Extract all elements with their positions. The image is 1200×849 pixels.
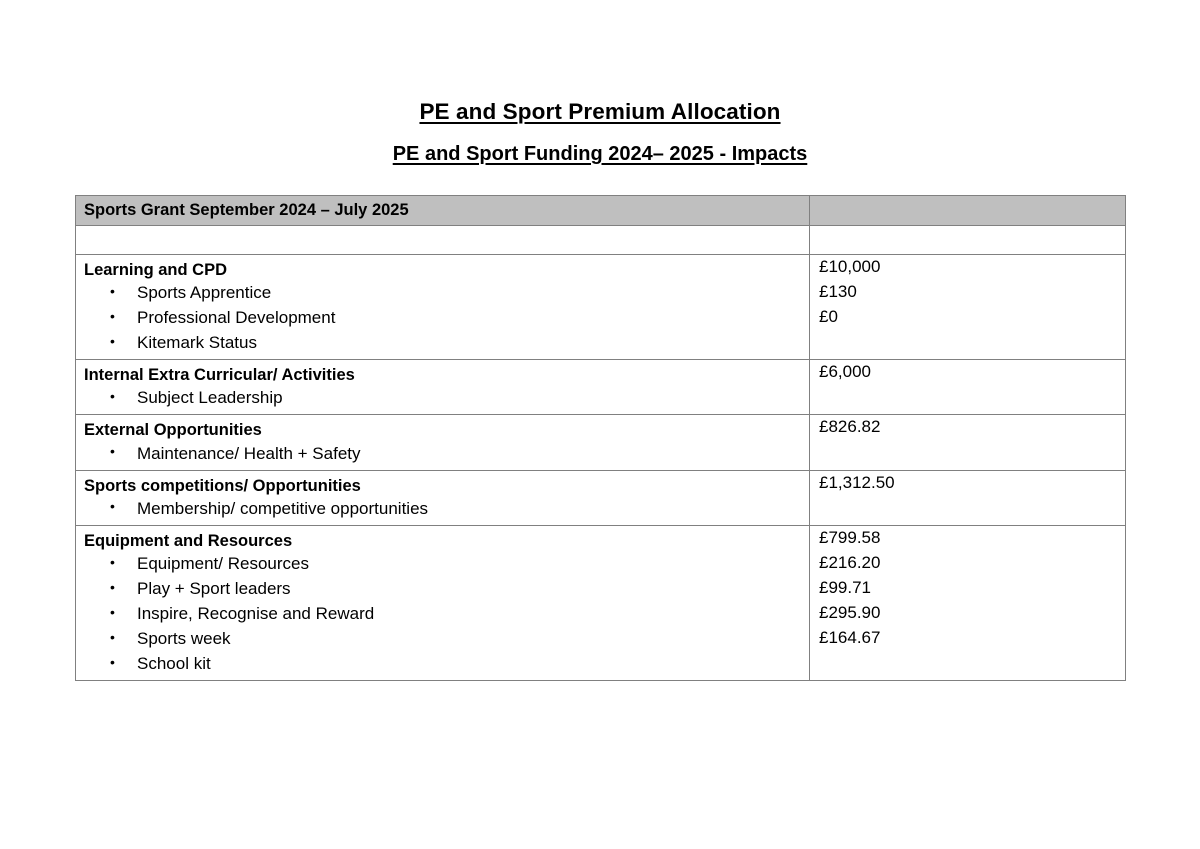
table-header-amount-label [810,196,1125,225]
amount-value: £216.20 [819,552,881,572]
amount-value: £164.67 [819,627,881,647]
table-row [76,525,1126,680]
section-amount-cell [810,415,1126,470]
table-header-row [76,195,1126,225]
amount-value: £799.58 [819,527,881,547]
page-subtitle [0,125,1200,166]
spacer-amount-cell [810,225,1126,254]
amount-value: £6,000 [819,362,871,382]
table-header-description-cell [76,195,810,225]
list-item: • Membership/ competitive opportunities [76,497,809,522]
page-title [0,99,1200,125]
table-header-amount-cell [810,195,1126,225]
amount-value: £0 [819,306,838,326]
section-amount-cell [810,360,1126,415]
section-amount-list [810,471,1125,496]
list-item: • Maintenance/ Health + Safety [76,442,809,467]
section-description-cell [76,525,810,680]
section-heading: Equipment and Resources [84,531,293,550]
section-heading: Learning and CPD [84,260,228,279]
table-row [76,470,1126,525]
list-item: • Equipment/ Resources [76,552,809,577]
section-item-list [76,281,809,359]
section-amount-cell [810,470,1126,525]
amount-value: £1,312.50 [819,472,895,492]
table-row [76,254,1126,359]
amount-value: £295.90 [819,602,881,622]
list-item: • Kitemark Status [76,331,809,356]
page-subtitle-text: PE and Sport Funding 2024– 2025 - Impacts [392,142,808,165]
list-item: • Inspire, Recognise and Reward [76,602,809,627]
list-item: • School kit [76,652,809,677]
list-item: • Play + Sport leaders [76,577,809,602]
amount-value: £10,000 [819,256,881,276]
list-item: • Professional Development [76,306,809,331]
spacer-description-cell [76,225,810,254]
list-item: • Subject Leadership [76,386,809,411]
section-amount-list [810,360,1125,385]
section-description-cell [76,470,810,525]
amount-value: £826.82 [819,417,881,437]
sports-grant-table [75,195,1126,681]
table-row [76,360,1126,415]
table-spacer-row [76,225,1126,254]
section-item-list [76,442,809,470]
section-heading: Sports competitions/ Opportunities [84,476,361,495]
section-amount-list [810,526,1125,651]
list-item: • Sports Apprentice [76,281,809,306]
section-amount-list [810,255,1125,330]
section-amount-cell [810,525,1126,680]
grant-table-container [75,166,1125,681]
section-item-list [76,552,809,680]
section-amount-list [810,415,1125,440]
amount-value: £130 [819,281,857,301]
section-description-cell [76,360,810,415]
table-row [76,415,1126,470]
section-item-list [76,497,809,525]
section-heading: Internal Extra Curricular/ Activities [84,366,355,385]
section-description-cell [76,415,810,470]
section-item-list [76,386,809,414]
section-description-cell [76,254,810,359]
section-heading: External Opportunities [84,421,262,440]
list-item: • Sports week [76,627,809,652]
page-title-text: PE and Sport Premium Allocation [419,99,781,124]
document-titles [0,0,1200,166]
amount-value: £99.71 [819,577,871,597]
table-header-label: Sports Grant September 2024 – July 2025 [84,200,409,219]
section-amount-cell [810,254,1126,359]
